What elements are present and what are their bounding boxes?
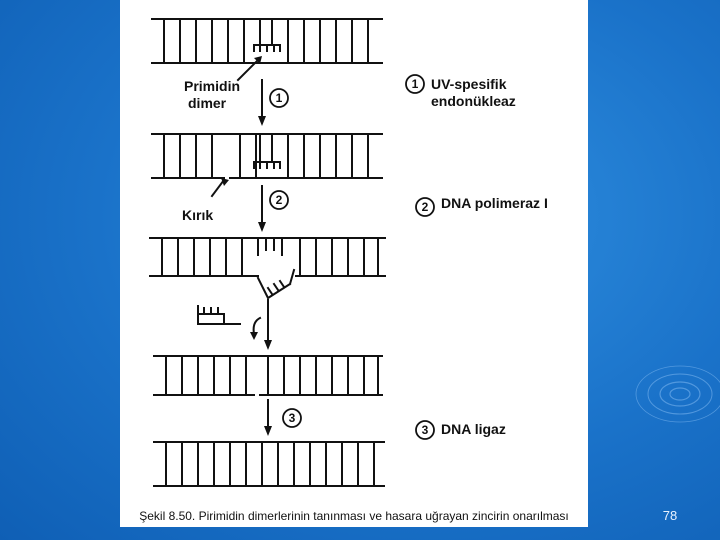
- legend-3-number: 3: [421, 423, 429, 437]
- water-ripple-icon: [630, 360, 720, 450]
- step-3-title: DNA ligaz: [441, 421, 506, 437]
- dna-repair-diagram: [120, 0, 588, 527]
- flow-arrows: [212, 60, 268, 430]
- page-number: 78: [662, 508, 678, 523]
- step-1-number: 1: [275, 91, 283, 105]
- legend-1-number: 1: [411, 77, 419, 91]
- dna-ladder-3: [150, 238, 385, 298]
- excised-dimer-icon: [198, 306, 240, 324]
- dimer-label: dimer: [188, 95, 227, 111]
- figure-caption: Şekil 8.50. Pirimidin dimerlerinin tanınması ve hasara uğrayan zincirin onarılması: [139, 509, 569, 523]
- dna-ladder-5: [154, 442, 384, 486]
- excised-fragment: [258, 270, 294, 298]
- step-1-subtitle: endonükleaz: [431, 93, 516, 109]
- kirik-label: Kırık: [182, 207, 214, 223]
- dna-ladder-4: [154, 356, 382, 395]
- step-3-number: 3: [288, 411, 296, 425]
- step-2-number: 2: [275, 193, 283, 207]
- legend-2-number: 2: [421, 200, 429, 214]
- pyrimidine-dimer-icon: [254, 162, 280, 168]
- dna-ladder-1: [152, 19, 382, 63]
- figure-panel: [120, 0, 588, 527]
- step-2-title: DNA polimeraz I: [441, 195, 548, 211]
- step-1-title: UV-spesifik: [431, 76, 507, 92]
- dna-ladder-2: [152, 134, 382, 178]
- primidin-label: Primidin: [184, 78, 241, 94]
- pyrimidine-dimer-icon: [254, 45, 280, 51]
